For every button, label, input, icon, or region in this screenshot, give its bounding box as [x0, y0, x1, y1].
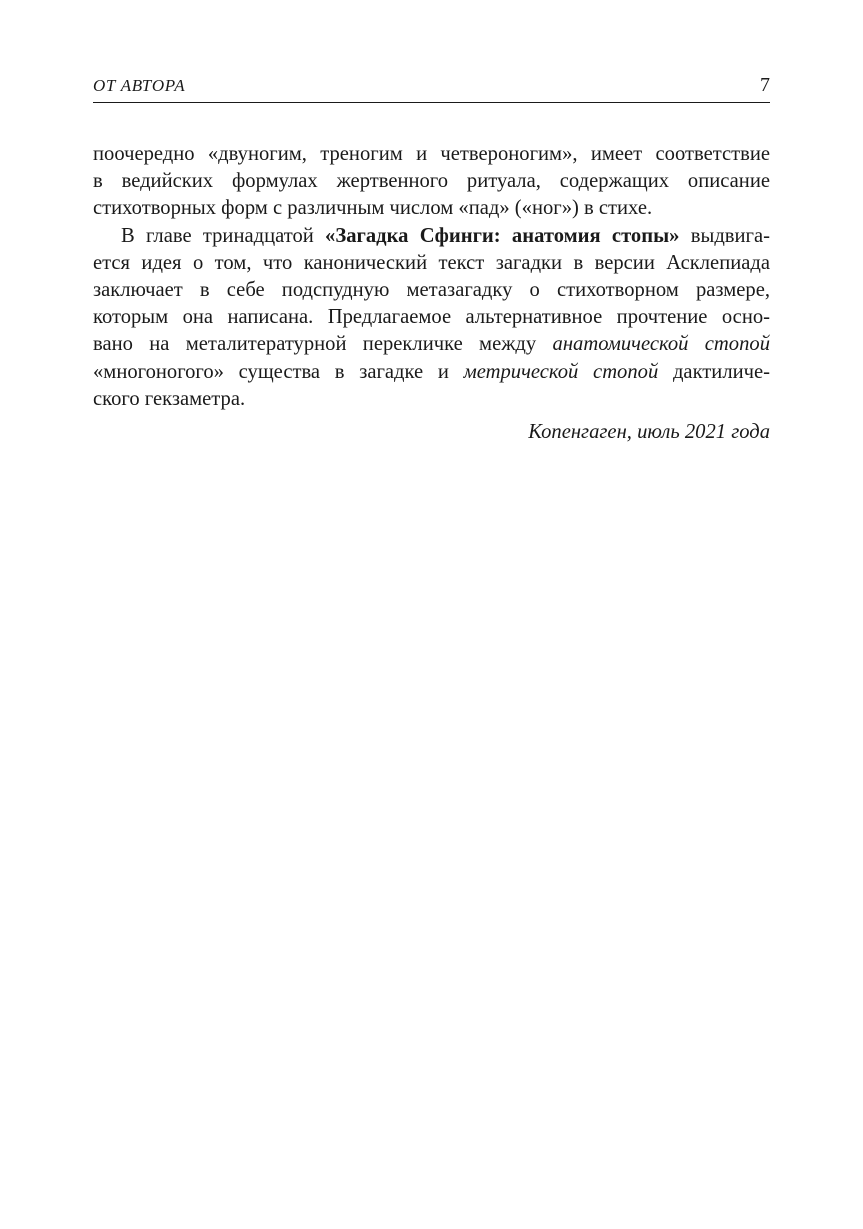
text-line: поочередно «двуногим, треногим и четвероногим», имеет соответствие — [93, 143, 770, 165]
text-line: ского гекзаметра. — [93, 387, 246, 410]
text-run: выдвига- — [679, 224, 770, 247]
body-text — [93, 141, 770, 413]
paragraph-1 — [93, 141, 770, 223]
text-line: в ведийских формулах жертвенного ритуала, содержащих описание — [93, 170, 770, 193]
emphasis-italic: анатомической стопой — [552, 333, 770, 356]
text-line: которым она написана. Предлагаемое альтернативное прочтение осно- — [93, 306, 770, 329]
text-line: ется идея о том, что канонический текст загадки в версии Асклепиада — [93, 251, 770, 274]
text-run: дактиличе- — [658, 360, 770, 383]
text-line: стихотворных форм с различным числом «пад» («ног») в стихе. — [93, 197, 653, 220]
running-header — [93, 74, 770, 103]
signature-place-date: Копенгаген, июль 2021 года — [528, 421, 770, 443]
text-line — [93, 331, 770, 358]
text-run: «многоногого» существа в загадке и — [93, 360, 464, 383]
text-run: В главе тринадцатой — [121, 224, 326, 247]
page-number: 7 — [760, 74, 770, 96]
text-line: заключает в себе подспудную метазагадку о стихотворном размере, — [93, 278, 770, 301]
text-line — [93, 359, 770, 386]
emphasis-italic: метрической стопой — [463, 360, 659, 383]
paragraph-2 — [93, 223, 770, 413]
section-title: ОТ АВТОРА — [93, 76, 186, 95]
book-page — [93, 0, 770, 1229]
chapter-title-bold: «Загадка Сфинги: анатомия стопы» — [325, 224, 680, 247]
text-line — [93, 223, 770, 250]
text-run: вано на металитературной перекличке между — [93, 333, 553, 356]
